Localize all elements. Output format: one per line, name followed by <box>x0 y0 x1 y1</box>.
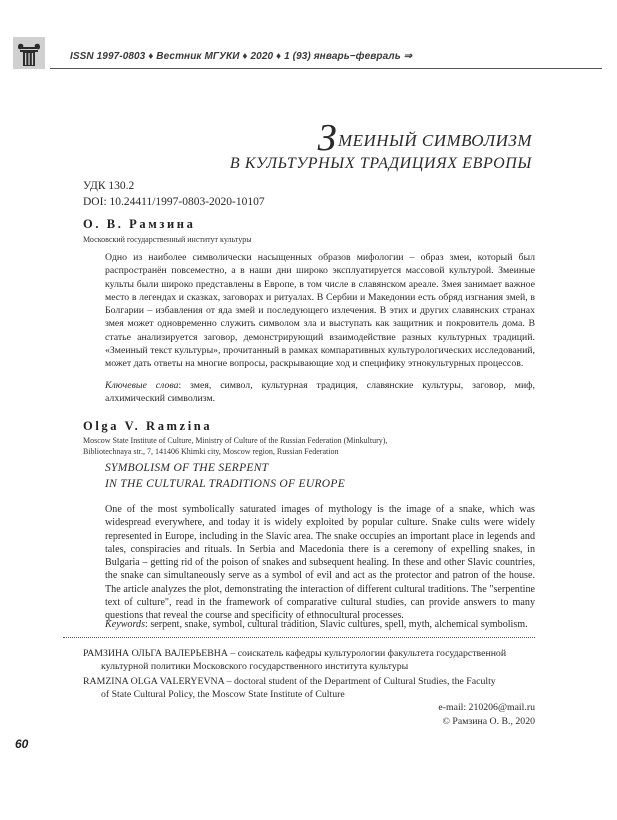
keywords-ru-label: Ключевые слова <box>105 380 179 391</box>
journal-logo <box>13 37 45 69</box>
affiliation-en-line2: Bibliotechnaya str., 7, 141406 Khimki city, Moscow region, Russian Federation <box>83 447 339 456</box>
author-name-ru: О. В. Рамзина <box>83 217 196 231</box>
article-title-en-line1: SYMBOLISM OF THE SERPENT <box>105 462 269 474</box>
author-info-ru-line2: культурной политики Московского государственного института культуры <box>101 661 409 672</box>
article-title-ru-line1 <box>318 119 532 157</box>
author-info-ru-line1: РАМЗИНА ОЛЬГА ВАЛЕРЬЕВНА – соискатель кафедры культурологии факультета государственной <box>83 648 507 659</box>
author-info-en-line2: of State Cultural Policy, the Moscow State Institute of Culture <box>101 689 345 700</box>
keywords-en-text: : serpent, snake, symbol, cultural tradition, Slavic cultures, spell, myth, alchemical symbolism. <box>145 619 528 630</box>
title-ru-line1-rest: МЕИНЫЙ СИМВОЛИЗМ <box>337 131 532 150</box>
affiliation-en-line1: Moscow State Institute of Culture, Ministry of Culture of the Russian Federation (Minkultury), <box>83 436 388 445</box>
abstract-ru: Одно из наиболее символически насыщенных образов мифологии – образ змеи, который был распространён повсеместно, а в наши дни широко эксплуатируется массовой культурой. Змеиные культы были широко представлены в Европе, в том числе в славянском ареале. Змея занимает важное место в легендах и сказках, заговорах и ритуалах. В Сербии и Македонии есть обряд изгнания змей, в Болгарии – избавления от яда змей и последующего излечения. В этих и других славянских странах змея может одновременно служить символом зла и выступать как защитник и покровитель дома. В статье анализируется заговор, демонстрирующий взаимодействие разных культурных традиций. «Змеиный текст культуры», прочитанный в рамках компаративных культурологических исследований, может дать ответы на многие вопросы, раскрывающие ход и специфику этнокультурных процессов. <box>105 252 535 370</box>
copyright: © Рамзина О. В., 2020 <box>442 716 535 727</box>
abstract-en: One of the most symbolically saturated images of mythology is the image of a snake, which was widespread everywhere, and today it is widely exploited by popular culture. Snake cults were widely represented in Europe, including in the Slavic area. The snake occupies an important place in legends and tales, conspiracies and rituals. In Serbia and Macedonia there is a ceremony of expelling snakes, in Bulgaria – getting rid of the poison of snakes and subsequent healing. In these and other Slavic countries, the snake can simultaneously serve as a symbol of evil and act as the protector and patron of the house. The article analyzes the plot, demonstrating the interaction of different cultural traditions. The "serpentine text of culture", read in the framework of comparative cultural studies, can provide answers to many questions that reveal the course and specificity of ethnocultural processes. <box>105 504 535 622</box>
author-affiliation-en <box>83 435 387 457</box>
author-name-en: Olga V. Ramzina <box>83 419 213 433</box>
keywords-ru-text: : змея, символ, культурная традиция, славянские культуры, заговор, миф, алхимический символизм. <box>105 380 535 405</box>
keywords-ru <box>105 379 535 406</box>
article-title-en-line2: IN THE CULTURAL TRADITIONS OF EUROPE <box>105 478 346 490</box>
udc-code: УДК 130.2 <box>83 180 135 192</box>
journal-header: ISSN 1997-0803 ♦ Вестник МГУКИ ♦ 2020 ♦ 1 (93) январь−февраль ⇒ <box>70 51 413 62</box>
doi: DOI: 10.24411/1997-0803-2020-10107 <box>83 196 265 208</box>
title-dropcap: З <box>317 117 337 159</box>
page-number: 60 <box>15 737 29 751</box>
author-affiliation-ru: Московский государственный институт культуры <box>83 235 252 244</box>
author-info-en-line1: RAMZINA OLGA VALERYEVNA – doctoral student of the Department of Cultural Studies, the Faculty <box>83 676 496 687</box>
column-capital-icon <box>13 37 45 69</box>
header-rule <box>50 68 602 69</box>
author-info-ru <box>83 647 535 673</box>
author-info-en <box>83 675 535 701</box>
keywords-en <box>105 618 535 631</box>
article-title-ru-line2: В КУЛЬТУРНЫХ ТРАДИЦИЯХ ЕВРОПЫ <box>229 155 532 172</box>
dotted-divider <box>63 637 535 638</box>
keywords-en-label: Keywords <box>105 619 146 630</box>
author-email: e-mail: 210206@mail.ru <box>438 702 535 713</box>
